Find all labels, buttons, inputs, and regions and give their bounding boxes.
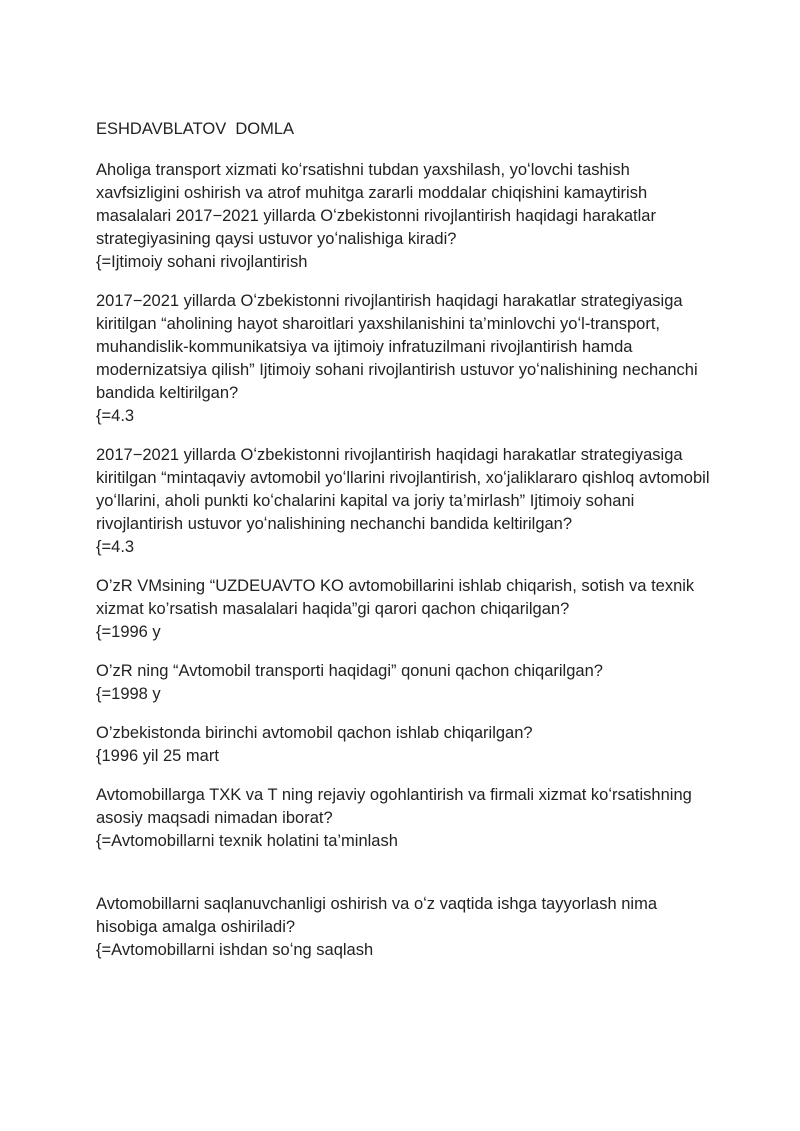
qa-item <box>96 893 716 962</box>
question-text: O’zbekistonda birinchi avtomobil qachon ishlab chiqarilgan? <box>96 724 533 742</box>
answer-text: {=4.3 <box>96 538 135 556</box>
question-text: Avtomobillarni saqlanuvchanligi oshirish va oʻz vaqtida ishga tayyorlash nima hisobiga amalga oshiriladi? <box>96 895 657 936</box>
document-page <box>96 118 716 978</box>
question-text: 2017−2021 yillarda Oʻzbekistonni rivojlantirish haqidagi harakatlar strategiyasiga kiritilgan “mintaqaviy avtomobil yoʻllarini rivojlantirish, xoʻjaliklararo qishloq avtomobil yoʻllarini, aholi punkti koʻchalarini kapital va joriy ta’mirlash” Ijtimoiy sohani rivojlantirish ustuvor yoʻnalishining nechanchi bandida keltirilgan? <box>96 446 710 533</box>
qa-item <box>96 290 716 428</box>
question-text: Avtomobillarga TXK va T ning rejaviy ogohlantirish va firmali xizmat koʻrsatishning asosiy maqsadi nimadan iborat? <box>96 786 692 827</box>
answer-text: {=Avtomobillarni texnik holatini ta’minlash <box>96 832 398 850</box>
qa-item <box>96 444 716 559</box>
answer-text: {=1998 y <box>96 685 161 703</box>
document-title: ESHDAVBLATOV DOMLA <box>96 120 295 138</box>
question-text: Aholiga transport xizmati koʻrsatishni tubdan yaxshilash, yoʻlovchi tashish xavfsizligini oshirish va atrof muhitga zararli moddalar chiqishini kamaytirish masalalari 2017−2021 yillarda Oʻzbekistonni rivojlantirish haqidagi harakatlar strategiyasining qaysi ustuvor yoʻnalishiga kiradi? <box>96 161 656 248</box>
qa-item <box>96 575 716 644</box>
qa-item <box>96 660 716 706</box>
question-text: O’zR ning “Avtomobil transporti haqidagi” qonuni qachon chiqarilgan? <box>96 662 603 680</box>
answer-text: {=Ijtimoiy sohani rivojlantirish <box>96 253 308 271</box>
answer-text: {=Avtomobillarni ishdan soʻng saqlash <box>96 941 374 959</box>
qa-item <box>96 784 716 853</box>
answer-text: {=1996 y <box>96 623 161 641</box>
question-text: O’zR VMsining “UZDEUAVTO KO avtomobillarini ishlab chiqarish, sotish va texnik xizmat ko’rsatish masalalari haqida”gi qarori qachon chiqarilgan? <box>96 577 695 618</box>
question-text: 2017−2021 yillarda Oʻzbekistonni rivojlantirish haqidagi harakatlar strategiyasiga kiritilgan “aholining hayot sharoitlari yaxshilanishini ta’minlovchi yoʻl-transport, muhandislik-kommunikatsiya va ijtimoiy infratuzilmani rivojlantirish hamda modernizatsiya qilish” Ijtimoiy sohani rivojlantirish ustuvor yoʻnalishining nechanchi bandida keltirilgan? <box>96 292 698 402</box>
qa-item <box>96 722 716 768</box>
qa-item <box>96 159 716 274</box>
answer-text: {=4.3 <box>96 407 135 425</box>
answer-text: {1996 yil 25 mart <box>96 747 219 765</box>
